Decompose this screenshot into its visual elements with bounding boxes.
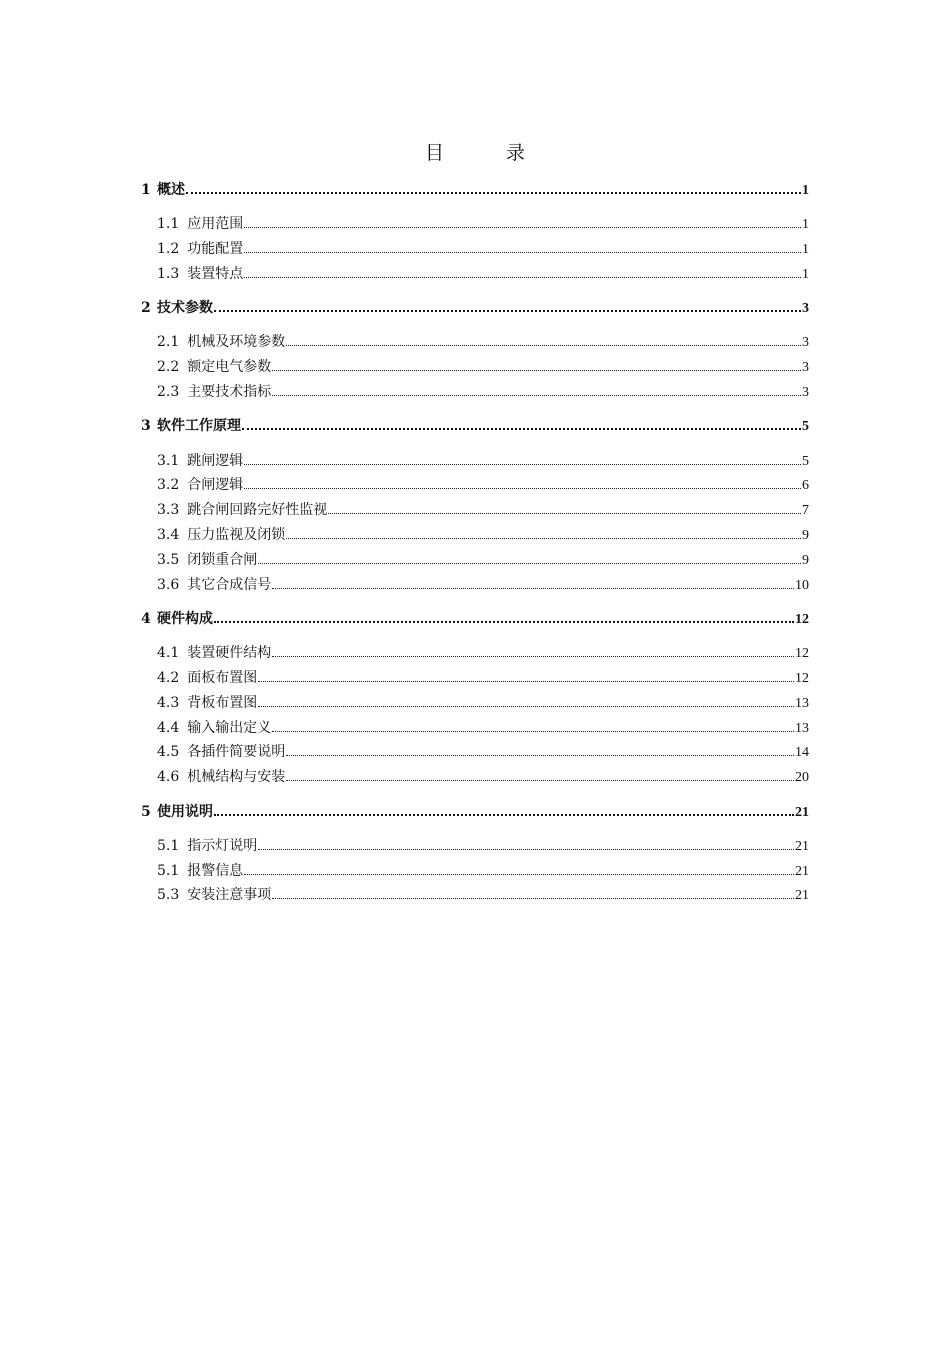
dot-leader: [286, 345, 801, 346]
toc-section-3-5[interactable]: [141, 548, 809, 573]
toc-chapter-1[interactable]: [141, 178, 809, 203]
page-number: 14: [795, 745, 809, 761]
page-number: 21: [795, 838, 809, 854]
section-number: 5.1: [157, 862, 180, 879]
section-number: 3.6: [157, 576, 180, 593]
section-title: 合闸逻辑: [187, 477, 244, 494]
page-number: 6: [802, 478, 809, 494]
dot-leader: [272, 370, 801, 371]
toc-chapter-5[interactable]: [141, 800, 809, 825]
toc-section-1-3[interactable]: [141, 262, 809, 287]
toc-section-5-3[interactable]: [141, 883, 809, 908]
chapter-number: 4: [141, 610, 151, 627]
section-number: 4.2: [157, 670, 180, 687]
section-number: 2.1: [157, 334, 180, 351]
toc-title: 目 录: [424, 142, 554, 164]
dot-leader: [214, 814, 794, 816]
page-number: 3: [802, 301, 809, 317]
section-number: 4.5: [157, 744, 180, 761]
toc-section-2-3[interactable]: [141, 380, 809, 405]
page-number: 9: [802, 528, 809, 544]
chapter-title: 使用说明: [157, 803, 213, 820]
section-title: 机械及环境参数: [187, 334, 286, 351]
section-title: 额定电气参数: [187, 359, 272, 376]
dot-leader: [286, 780, 794, 781]
section-number: 3.5: [157, 551, 180, 568]
page-number: 12: [795, 646, 809, 662]
page-number: 21: [795, 804, 809, 820]
page-number: 12: [795, 671, 809, 687]
dot-leader: [286, 538, 801, 539]
page-number: 5: [802, 453, 809, 469]
toc-section-2-1[interactable]: [141, 330, 809, 355]
section-number: 4.4: [157, 719, 180, 736]
dot-leader: [244, 464, 801, 465]
toc-section-3-3[interactable]: [141, 498, 809, 523]
page-number: 13: [795, 720, 809, 736]
chapter-number: 3: [141, 418, 151, 435]
section-number: 1.3: [157, 265, 180, 282]
section-number: 4.3: [157, 694, 180, 711]
section-number: 5.3: [157, 887, 180, 904]
section-number: 3.2: [157, 477, 180, 494]
dot-leader: [214, 310, 801, 312]
page-number: 1: [802, 242, 809, 258]
section-number: 2.2: [157, 359, 180, 376]
toc-chapter-2[interactable]: [141, 296, 809, 321]
toc-section-2-2[interactable]: [141, 355, 809, 380]
dot-leader: [272, 731, 794, 732]
section-title: 机械结构与安装: [187, 769, 286, 786]
dot-leader: [258, 563, 801, 564]
page-number: 12: [795, 611, 809, 627]
chapter-number: 2: [141, 300, 151, 317]
chapter-title: 软件工作原理: [157, 418, 241, 435]
table-of-contents: [141, 178, 809, 908]
dot-leader: [258, 706, 794, 707]
section-title: 其它合成信号: [187, 576, 272, 593]
page-number: 1: [802, 266, 809, 282]
section-title: 面板布置图: [187, 670, 258, 687]
chapter-number: 1: [141, 182, 151, 198]
toc-section-5-2[interactable]: [141, 859, 809, 884]
toc-section-5-1[interactable]: [141, 834, 809, 859]
page-number: 5: [802, 419, 809, 435]
chapter-number: 5: [141, 803, 151, 820]
section-number: 2.3: [157, 384, 180, 401]
page-number: 21: [795, 888, 809, 904]
page-number: 7: [802, 503, 809, 519]
toc-section-4-5[interactable]: [141, 740, 809, 765]
section-title: 各插件简要说明: [187, 744, 286, 761]
dot-leader: [272, 898, 794, 899]
page-number: 1: [802, 183, 809, 198]
toc-section-4-1[interactable]: [141, 641, 809, 666]
page-number: 9: [802, 552, 809, 568]
section-number: 3.4: [157, 527, 180, 544]
section-title: 装置特点: [187, 265, 244, 282]
dot-leader: [244, 874, 794, 875]
toc-section-3-4[interactable]: [141, 523, 809, 548]
dot-leader: [214, 621, 794, 623]
toc-section-4-2[interactable]: [141, 666, 809, 691]
dot-leader: [272, 656, 794, 657]
section-title: 指示灯说明: [187, 837, 258, 854]
page-number: 3: [802, 335, 809, 351]
page-number: 3: [802, 385, 809, 401]
chapter-title: 概述: [157, 182, 185, 198]
section-title: 装置硬件结构: [187, 645, 272, 662]
dot-leader: [272, 395, 801, 396]
toc-section-4-3[interactable]: [141, 691, 809, 716]
section-number: 4.6: [157, 769, 180, 786]
dot-leader: [244, 227, 801, 228]
section-number: 5.1: [157, 837, 180, 854]
section-title: 跳闸逻辑: [187, 452, 244, 469]
section-title: 应用范围: [187, 216, 244, 233]
dot-leader: [186, 192, 801, 194]
page-number: 3: [802, 360, 809, 376]
page-number: 13: [795, 695, 809, 711]
section-title: 压力监视及闭锁: [187, 527, 286, 544]
section-title: 输入输出定义: [187, 719, 272, 736]
chapter-title: 技术参数: [157, 300, 213, 317]
section-number: 3.3: [157, 502, 180, 519]
dot-leader: [258, 681, 794, 682]
toc-chapter-3[interactable]: [141, 414, 809, 439]
page-number: 20: [795, 770, 809, 786]
dot-leader: [272, 588, 794, 589]
toc-section-4-4[interactable]: [141, 716, 809, 741]
section-number: 4.1: [157, 645, 180, 662]
section-title: 背板布置图: [187, 694, 258, 711]
dot-leader: [328, 513, 801, 514]
dot-leader: [258, 849, 794, 850]
chapter-title: 硬件构成: [157, 610, 213, 627]
dot-leader: [244, 252, 801, 253]
page-number: 1: [802, 217, 809, 233]
page-number: 21: [795, 863, 809, 879]
dot-leader: [244, 277, 801, 278]
dot-leader: [244, 488, 801, 489]
toc-section-3-2[interactable]: [141, 473, 809, 498]
section-number: 1.2: [157, 241, 180, 258]
section-title: 功能配置: [187, 241, 244, 258]
section-title: 报警信息: [187, 862, 244, 879]
dot-leader: [286, 755, 794, 756]
toc-section-3-6[interactable]: [141, 573, 809, 598]
section-number: 1.1: [157, 216, 180, 233]
toc-chapter-4[interactable]: [141, 607, 809, 632]
toc-section-4-6[interactable]: [141, 765, 809, 790]
toc-section-1-1[interactable]: [141, 212, 809, 237]
section-number: 3.1: [157, 452, 180, 469]
toc-section-3-1[interactable]: [141, 449, 809, 474]
page-number: 10: [795, 577, 809, 593]
dot-leader: [242, 428, 801, 430]
toc-section-1-2[interactable]: [141, 237, 809, 262]
section-title: 主要技术指标: [187, 384, 272, 401]
section-title: 跳合闸回路完好性监视: [187, 502, 328, 519]
section-title: 安装注意事项: [187, 887, 272, 904]
section-title: 闭锁重合闸: [187, 551, 258, 568]
